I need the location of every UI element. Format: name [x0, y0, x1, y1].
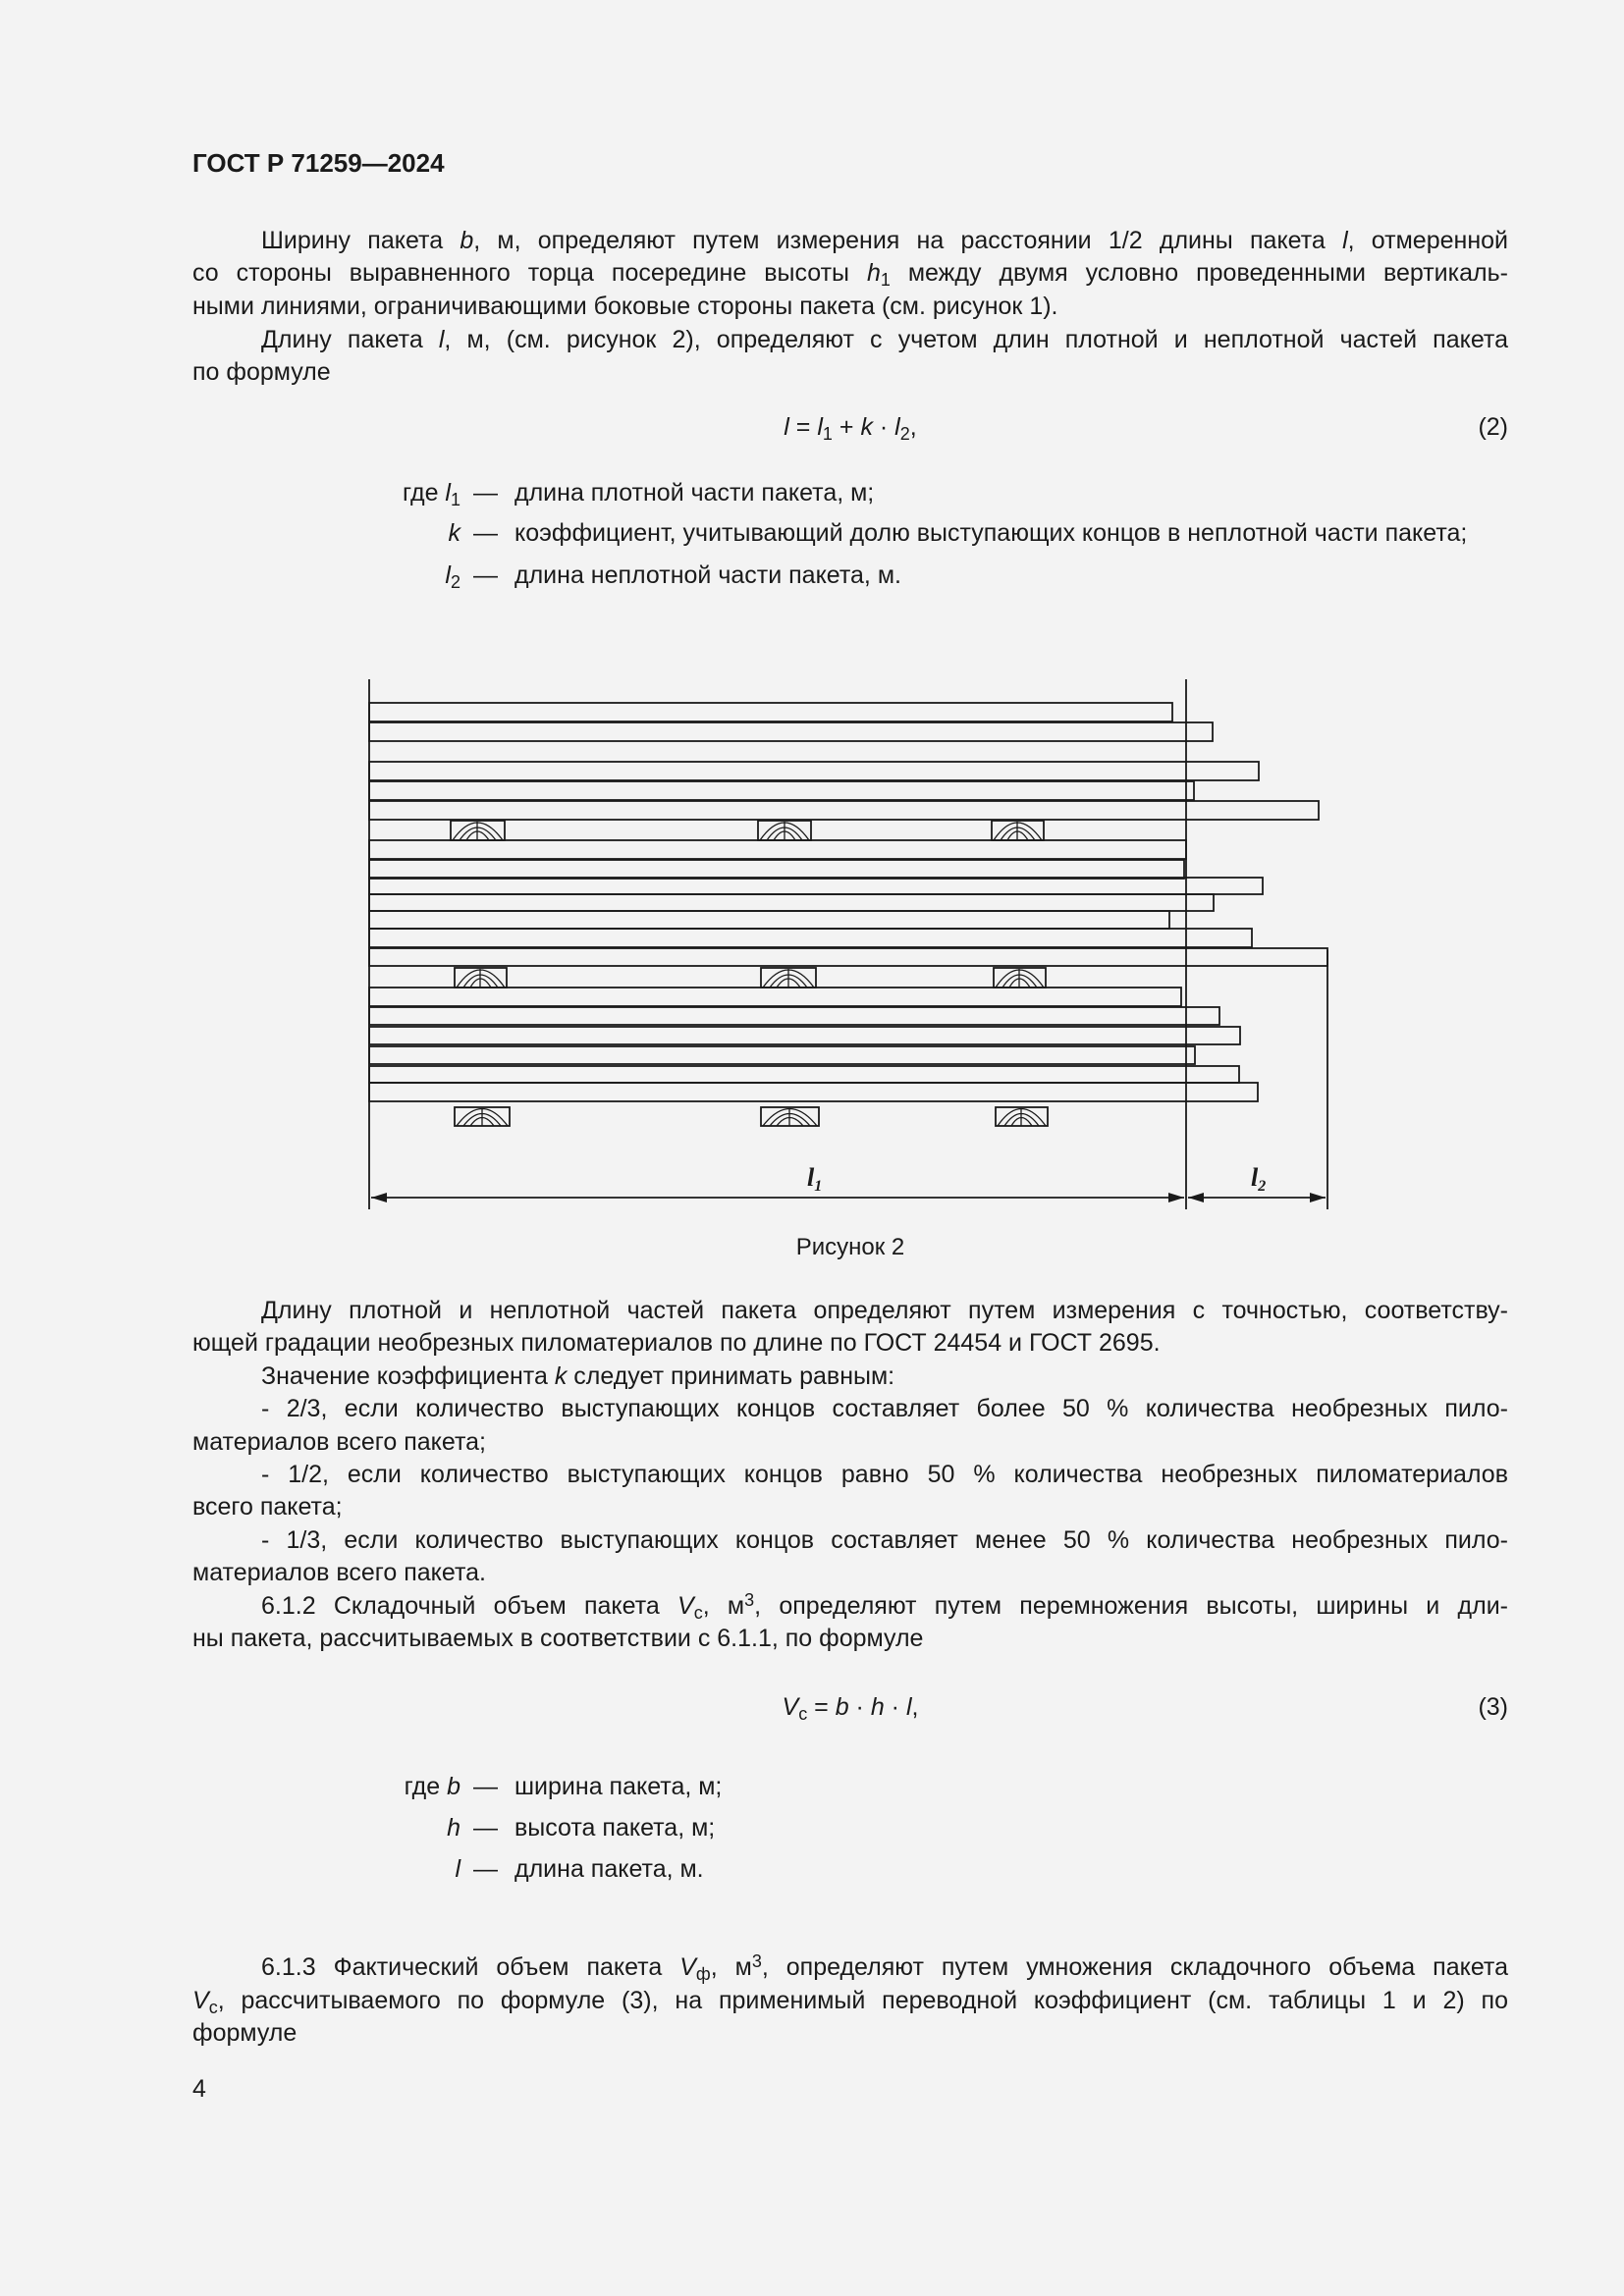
formula-var: l — [905, 1693, 912, 1721]
variable-h: h — [866, 259, 881, 287]
board — [369, 948, 1327, 966]
subscript: 2 — [899, 424, 910, 445]
board — [369, 762, 1259, 780]
formula-var: b — [835, 1693, 849, 1721]
where-item — [192, 1853, 1508, 1886]
wood-grain — [453, 822, 503, 840]
paragraph-actual-volume-line2 — [192, 1985, 1508, 2017]
text: , отмеренной — [1347, 227, 1508, 254]
text: , м — [710, 1953, 752, 1981]
formula-var: V — [782, 1693, 799, 1721]
formula-2-number: (2) — [1478, 413, 1508, 441]
variable-v: V — [677, 1592, 694, 1620]
formula-var: l — [817, 413, 823, 441]
formula-op: + — [832, 413, 861, 441]
wood-grain — [996, 969, 1044, 988]
subscript: 2 — [450, 572, 460, 593]
variable: k — [448, 519, 460, 547]
board — [369, 860, 1184, 879]
text: , рассчитываемого по формуле (3), на применимый переводной коэффициент (см. таблицы 1 и 2) по — [217, 1987, 1508, 2014]
paragraph-measure-line2: ющей градации необрезных пиломатериалов по длине по ГОСТ 24454 и ГОСТ 2695. — [192, 1329, 1161, 1357]
wood-grain — [457, 1108, 508, 1126]
spacer-row-2 — [455, 968, 1046, 988]
board — [369, 722, 1213, 741]
paragraph-actual-volume-line3: формуле — [192, 2019, 298, 2047]
board — [369, 1046, 1195, 1064]
superscript: 3 — [751, 1950, 762, 1971]
subscript: с — [693, 1603, 703, 1624]
wood-grain — [760, 822, 809, 840]
wood-grain — [998, 1108, 1046, 1126]
text: Ширину пакета — [261, 227, 460, 254]
text: , определяют путем умножения складочного объема пакета — [761, 1953, 1508, 1981]
label-l2: l2 — [1251, 1163, 1267, 1195]
paragraph-coefficient — [192, 1361, 1508, 1393]
formula-op: , — [911, 1693, 919, 1721]
label-l1: l1 — [807, 1163, 823, 1195]
board — [369, 929, 1252, 947]
board — [369, 1083, 1258, 1101]
paragraph-actual-volume-line1 — [192, 1951, 1508, 1984]
subscript: 1 — [880, 270, 891, 291]
dash: — — [473, 479, 498, 507]
where-key — [455, 1853, 460, 1886]
variable: l — [445, 561, 451, 589]
board — [369, 1007, 1219, 1025]
subscript: с — [208, 1998, 218, 2018]
text: 6.1.2 Складочный объем пакета — [261, 1592, 678, 1620]
formula-op: · — [884, 1693, 906, 1721]
list-item-2-line1: - 1/2, если количество выступающих концов равно 50 % количества необрезных пиломатериалов — [261, 1461, 1508, 1488]
dash: — — [473, 519, 498, 547]
text: со стороны выравненного торца посередине высоты — [192, 259, 867, 287]
where-description: коэффициент, учитывающий долю выступающих концов в неплотной части пакета; — [514, 519, 1468, 547]
arrow-right-icon — [1168, 1193, 1184, 1202]
paragraph-stack-volume-line1 — [192, 1590, 1508, 1623]
list-item-3-line1: - 1/3, если количество выступающих концов составляет менее 50 % количества необрезных пило- — [261, 1526, 1508, 1554]
arrow-left-icon — [371, 1193, 387, 1202]
formula-op: = — [807, 1693, 836, 1721]
list-item-3-line2: материалов всего пакета. — [192, 1559, 486, 1586]
formula-op: · — [872, 413, 895, 441]
formula-3 — [192, 1691, 1508, 1724]
dash: — — [473, 1814, 498, 1842]
board — [369, 1066, 1239, 1083]
text: , м — [702, 1592, 745, 1620]
formula-var: k — [860, 413, 873, 441]
board — [369, 840, 1186, 859]
paragraph-stack-volume-line2: ны пакета, рассчитываемых в соответствии с 6.1.1, по формуле — [192, 1625, 924, 1652]
variable: l — [445, 479, 451, 507]
list-item-1-line1: - 2/3, если количество выступающих концов составляет более 50 % количества необрезных пило- — [261, 1395, 1508, 1422]
where-description: ширина пакета, м; — [514, 1773, 723, 1800]
board — [369, 988, 1181, 1006]
list-item-2-line2: всего пакета; — [192, 1493, 343, 1521]
where-item — [192, 1812, 1508, 1844]
board — [369, 894, 1214, 911]
formula-3-number: (3) — [1478, 1693, 1508, 1721]
where-description: длина пакета, м. — [514, 1855, 704, 1883]
where-prefix: где — [404, 1773, 448, 1800]
board — [369, 801, 1319, 820]
variable-b: b — [460, 227, 474, 254]
list-item-1-line2: материалов всего пакета; — [192, 1428, 486, 1456]
text: , определяют путем перемножения высоты, ширины и дли- — [754, 1592, 1508, 1620]
wood-grain — [457, 969, 505, 988]
dash: — — [473, 1773, 498, 1800]
where-description: длина неплотной части пакета, м. — [514, 561, 901, 589]
board — [369, 781, 1194, 800]
formula-var: l — [784, 413, 789, 441]
board — [369, 878, 1263, 894]
wood-grain — [763, 969, 814, 988]
where-prefix: где — [402, 479, 446, 507]
dimension-l2 — [1188, 1193, 1326, 1202]
paragraph-measure-line1: Длину плотной и неплотной частей пакета определяют путем измерения с точностью, соответству- — [261, 1297, 1508, 1324]
text: Значение коэффициента — [261, 1362, 555, 1390]
where-description: высота пакета, м; — [514, 1814, 716, 1842]
where-key — [405, 1771, 460, 1803]
subscript: ф — [695, 1964, 711, 1985]
subscript: с — [798, 1704, 808, 1725]
formula-op: · — [848, 1693, 871, 1721]
where-key — [447, 1812, 460, 1844]
spacer-row-1 — [451, 821, 1044, 840]
figure-caption: Рисунок 2 — [795, 1234, 905, 1260]
dimension-l1 — [371, 1193, 1184, 1202]
variable-l: l — [1342, 227, 1348, 254]
formula-var: l — [894, 413, 900, 441]
board — [369, 911, 1169, 929]
arrow-left-icon — [1188, 1193, 1204, 1202]
board — [369, 1027, 1240, 1044]
variable-v: V — [679, 1953, 696, 1981]
dash: — — [473, 1855, 498, 1883]
where-item — [192, 1771, 1508, 1803]
variable: h — [447, 1814, 460, 1842]
page-number: 4 — [192, 2075, 206, 2103]
spacer-row-3 — [455, 1107, 1048, 1126]
variable-k: k — [554, 1362, 568, 1390]
paragraph-width-line3: ными линиями, ограничивающими боковые стороны пакета (см. рисунок 1). — [192, 293, 1058, 320]
subscript: 1 — [822, 424, 833, 445]
variable-l: l — [438, 326, 445, 353]
document-header: ГОСТ Р 71259—2024 — [192, 148, 445, 178]
text: Длину пакета — [261, 326, 439, 353]
text: между двумя условно проведенными вертикаль- — [890, 259, 1508, 287]
dash: — — [473, 561, 498, 589]
formula-op: = — [788, 413, 818, 441]
subscript: 1 — [450, 490, 460, 510]
wood-grain — [763, 1108, 817, 1126]
variable: b — [447, 1773, 460, 1800]
wood-grain — [994, 822, 1042, 840]
where-description: длина плотной части пакета, м; — [514, 479, 875, 507]
text: , м, (см. рисунок 2), определяют с учетом длин плотной и неплотной частей пакета — [444, 326, 1508, 353]
text: 6.1.3 Фактический объем пакета — [261, 1953, 680, 1981]
text: , м, определяют путем измерения на расстоянии 1/2 длины пакета — [473, 227, 1343, 254]
variable-v: V — [192, 1987, 209, 2014]
superscript: 3 — [744, 1589, 755, 1610]
variable: l — [455, 1855, 460, 1883]
text: следует принимать равным: — [567, 1362, 895, 1390]
paragraph-length-line2: по формуле — [192, 358, 331, 386]
arrow-right-icon — [1310, 1193, 1326, 1202]
board — [369, 703, 1172, 721]
formula-var: h — [870, 1693, 885, 1721]
formula-op: , — [909, 413, 917, 441]
